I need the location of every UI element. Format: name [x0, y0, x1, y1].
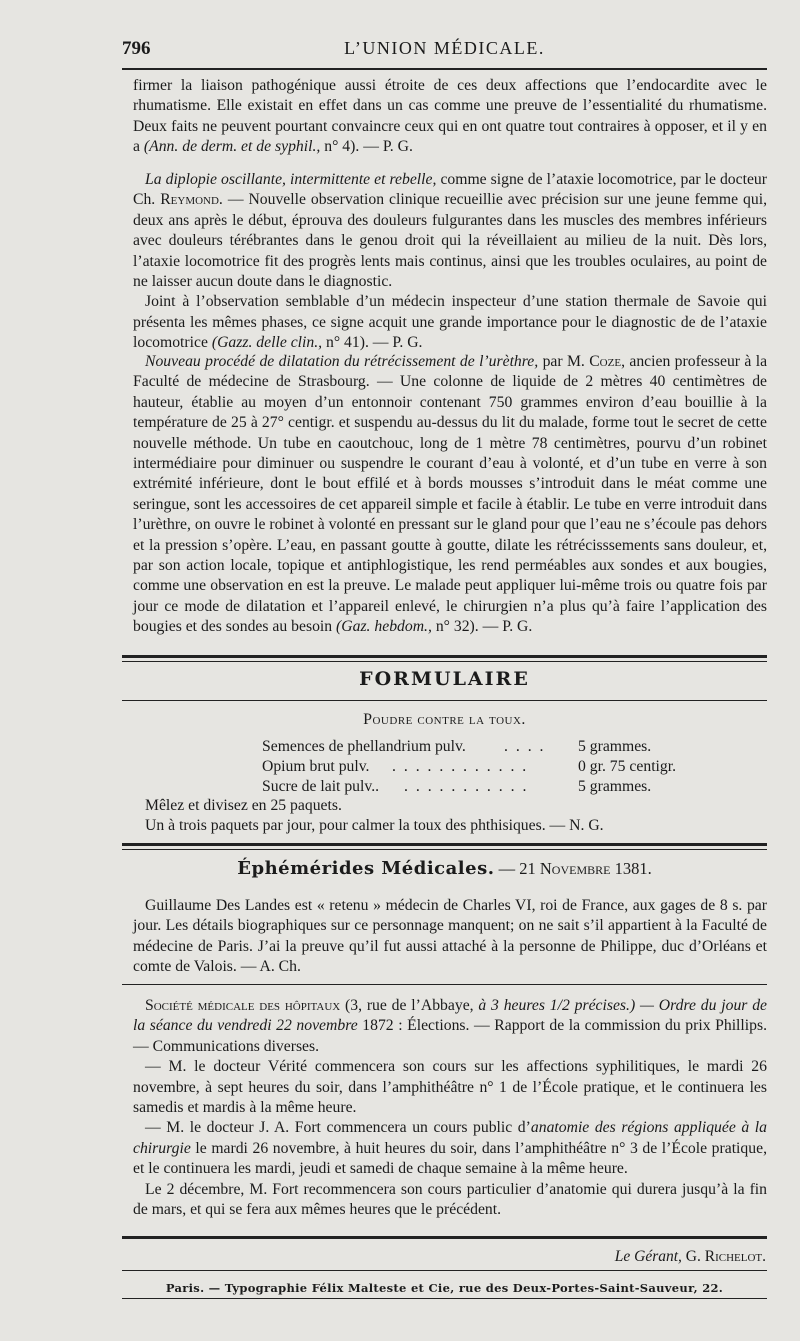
article3-author: Coze, [589, 353, 625, 370]
article3-text2: ancien professeur à la Faculté de médecine de Strasbourg. — Une colonne de liquide de 2 mètres 40 centimètres de hauteur, établie au moyen d’un entonnoir contenant 750 grammes environ d’eau bouillie à la température de 25 à 27° centigr. et suspendu au-dessus du lit du malade, forme tout le secret de cette nouvelle méthode. Un tube en caoutchouc, long de 1 mètre 78 centimètres, pourvu d’un robinet intermédiaire pour diminuer ou suspendre le courant d’eau à volonté, et d’un tube en verre à son extrémité inférieure, dont le bout effilé et à bords mousses s’introduit dans le méat comme une seringue, sont les accessoires de cet appareil simple et facile à établir. Le tube en verre introduit dans l’urèthre, on ouvre le robinet à volonté en pressant sur le gland pour que l’eau ne s’écoule pas dehors et la pression s’opère. L’eau, en passant goutte à goutte, dilate les rétrécisssements sans douleur, et, par son action locale, topique et antiphlogistique, les rend perméables aux sondes et aux bougies, comme une observation en est la preuve. Le malade peut appliquer lui-même trois ou quatre fois par jour ce mode de dilatation et l’appareil enlevé, le chirurgien n’a plus qu’à faire l’application des bougies et des sondes au besoin [133, 353, 768, 636]
article2-citation: (Gazz. delle clin., [211, 334, 323, 352]
ephemerides-date: — 21 Novembre 1381. [498, 859, 652, 878]
page-number: 796 [122, 38, 151, 59]
ingredient-dots: . . . . . . . . . . . [404, 778, 529, 795]
societe-name: Société médicale des hôpitaux [145, 997, 341, 1014]
article3-title: Nouveau procédé de dilatation du rétrécissement de l’urèthre, [145, 353, 539, 370]
societe-announcement [133, 996, 767, 1057]
ephemerides-title [122, 858, 767, 879]
article2-citation-end: n° 41). — P. G. [326, 334, 423, 352]
article1-citation-end: n° 4). — P. G. [324, 138, 413, 156]
ephemerides-text [133, 896, 767, 978]
ingredient-dots: . . . . . . . . . . . . [392, 758, 529, 775]
article3-citation-end: n° 32). — P. G. [435, 618, 533, 636]
recipe-item [262, 757, 722, 777]
ingredient-name: Semences de phellandrium pulv. [262, 738, 466, 755]
ingredient-name: Sucre de lait pulv.. [262, 778, 380, 795]
ingredient-name: Opium brut pulv. [262, 758, 370, 775]
notice-fort-text2: le mardi 26 novembre, à huit heures du soir, dans l’amphithéâtre n° 3 de l’École pratique, et le continuera les mardi, jeudi et samedi de chaque semaine à la même heure. [133, 1139, 767, 1178]
article-diplopie [133, 170, 767, 354]
societe-time: à 3 heures 1/2 précises.) [478, 997, 636, 1014]
ephemerides-paragraph: Guillaume Des Landes est « retenu » médecin de Charles VI, roi de France, aux gages de 8 s. par jour. Les détails biographiques sur ce personnage manquent; on ne sait s’il appartient à la Faculté de médecine de Paris. J’ai la preuve qu’il fut aussi attaché à la personne de Philippe, duc d’Orléans et comte de Valois. — A. Ch. [133, 897, 767, 976]
section-rule-mid [122, 843, 767, 846]
ephemerides-heading: Éphémérides Médicales. [237, 858, 495, 879]
formulaire-title: FORMULAIRE [359, 668, 530, 690]
imprint-rule-bottom [122, 1298, 767, 1299]
imprint: Paris. — Typographie Félix Malteste et Cie, rue des Deux-Portes-Saint-Sauveur, 22. [165, 1281, 724, 1295]
signature-name: G. Richelot. [685, 1248, 766, 1265]
ingredient-quantity: 5 grammes. [578, 738, 652, 755]
section-rule-mid-2 [122, 849, 767, 850]
societe-order: — Ordre du jour de la séance du vendredi 22 novembre [133, 997, 768, 1035]
announcements [133, 996, 767, 1220]
recipe-list [262, 737, 722, 797]
article1-text: firmer la liaison pathogénique aussi étroite de ces deux affections que l’endocardite avec le rhumatisme. Elle existait en effet dans un cas comme une preuve de l’essentialité du rhumatisme. Deux faits ne peuvent pourtant convaincre ceux qui en ont quatre tout contraires à opposer, et il y en a [133, 77, 767, 156]
article2-author: Reymond. [160, 191, 223, 209]
ingredient-quantity: 0 gr. 75 centigr. [578, 758, 677, 775]
article2-text3: Joint à l’observation semblable d’un médecin inspecteur d’une station thermale de Savoie qui présenta les mêmes phases, ce signe acquit une grande importance pour le diagnostic de de l’ataxie locomotrice [133, 293, 767, 352]
instruction-mix: Mêlez et divisez en 25 paquets. [145, 797, 342, 814]
formulaire-subtitle: Poudre contre la toux. [363, 711, 526, 728]
instruction-dose: Un à trois paquets par jour, pour calmer la toux des phthisiques. — N. G. [145, 817, 604, 835]
notice-fort [133, 1118, 767, 1179]
recipe-item [262, 737, 722, 757]
article2-title: La diplopie oscillante, intermittente et rebelle, [145, 171, 437, 188]
article-uretre [133, 352, 767, 638]
page-header [122, 38, 767, 64]
running-title: L’UNION MÉDICALE. [344, 38, 545, 58]
ingredient-quantity: 5 grammes. [578, 778, 652, 795]
recipe-item [262, 777, 722, 797]
formulaire-instructions [133, 796, 767, 837]
notice-fort-text1: — M. le docteur J. A. Fort commencera un cours public d’ [145, 1119, 531, 1137]
signature-role: Le Gérant, [614, 1248, 682, 1265]
section-rule-top-2 [122, 661, 767, 662]
signature [615, 1248, 766, 1266]
notice-fort-decembre: Le 2 décembre, M. Fort recommencera son cours particulier d’anatomie qui durera jusqu’à la fin de mars, et qui se fera aux mêmes heures que le précédent. [133, 1180, 767, 1219]
notice-verite: — M. le docteur Vérité commencera son cours sur les affections syphilitiques, le mardi 26 novembre, à sept heures du soir, dans l’amphithéâtre n° 1 de l’École pratique, et le continuera les samedis et mardis à la même heure. [133, 1058, 767, 1117]
societe-order-end: 1872 : Élections. — Rapport de la commission du prix Phillips. — Communications diverses. [133, 1017, 768, 1055]
notice-fort-course: anatomie des régions appliquée à la chirurgie [133, 1119, 768, 1157]
section-rule-lower [122, 984, 767, 985]
article-rhumatisme [133, 76, 767, 158]
formulaire-rule [122, 700, 767, 701]
article2-text2: — Nouvelle observation clinique recueillie avec précision sur une jeune femme qui, deux ans après le début, éprouva des douleurs fulgurantes dans les muscles des membres inférieurs avec douleurs térébrantes dans le genou droit qui la réveillaient au milieu de la nuit. Dès lors, l’ataxie locomotrice fit des progrès lents mais continus, ainsi que les troubles oculaires, au point de ne laisser aucun doute dans le diagnostic. [133, 191, 768, 291]
section-rule-bottom [122, 1236, 767, 1239]
article3-text1: par M. [542, 353, 585, 370]
ingredient-dots: . . . . [504, 738, 546, 755]
article1-citation: (Ann. de derm. et de syphil., [143, 138, 321, 156]
societe-address: (3, rue de l’Abbaye, [345, 997, 474, 1014]
imprint-rule-top [122, 1270, 767, 1271]
header-rule [122, 68, 767, 70]
article2-text1: comme signe de l’ataxie locomotrice, par le docteur Ch. [133, 171, 767, 209]
section-rule-top [122, 655, 767, 658]
article3-citation: (Gaz. hebdom., [336, 618, 432, 636]
